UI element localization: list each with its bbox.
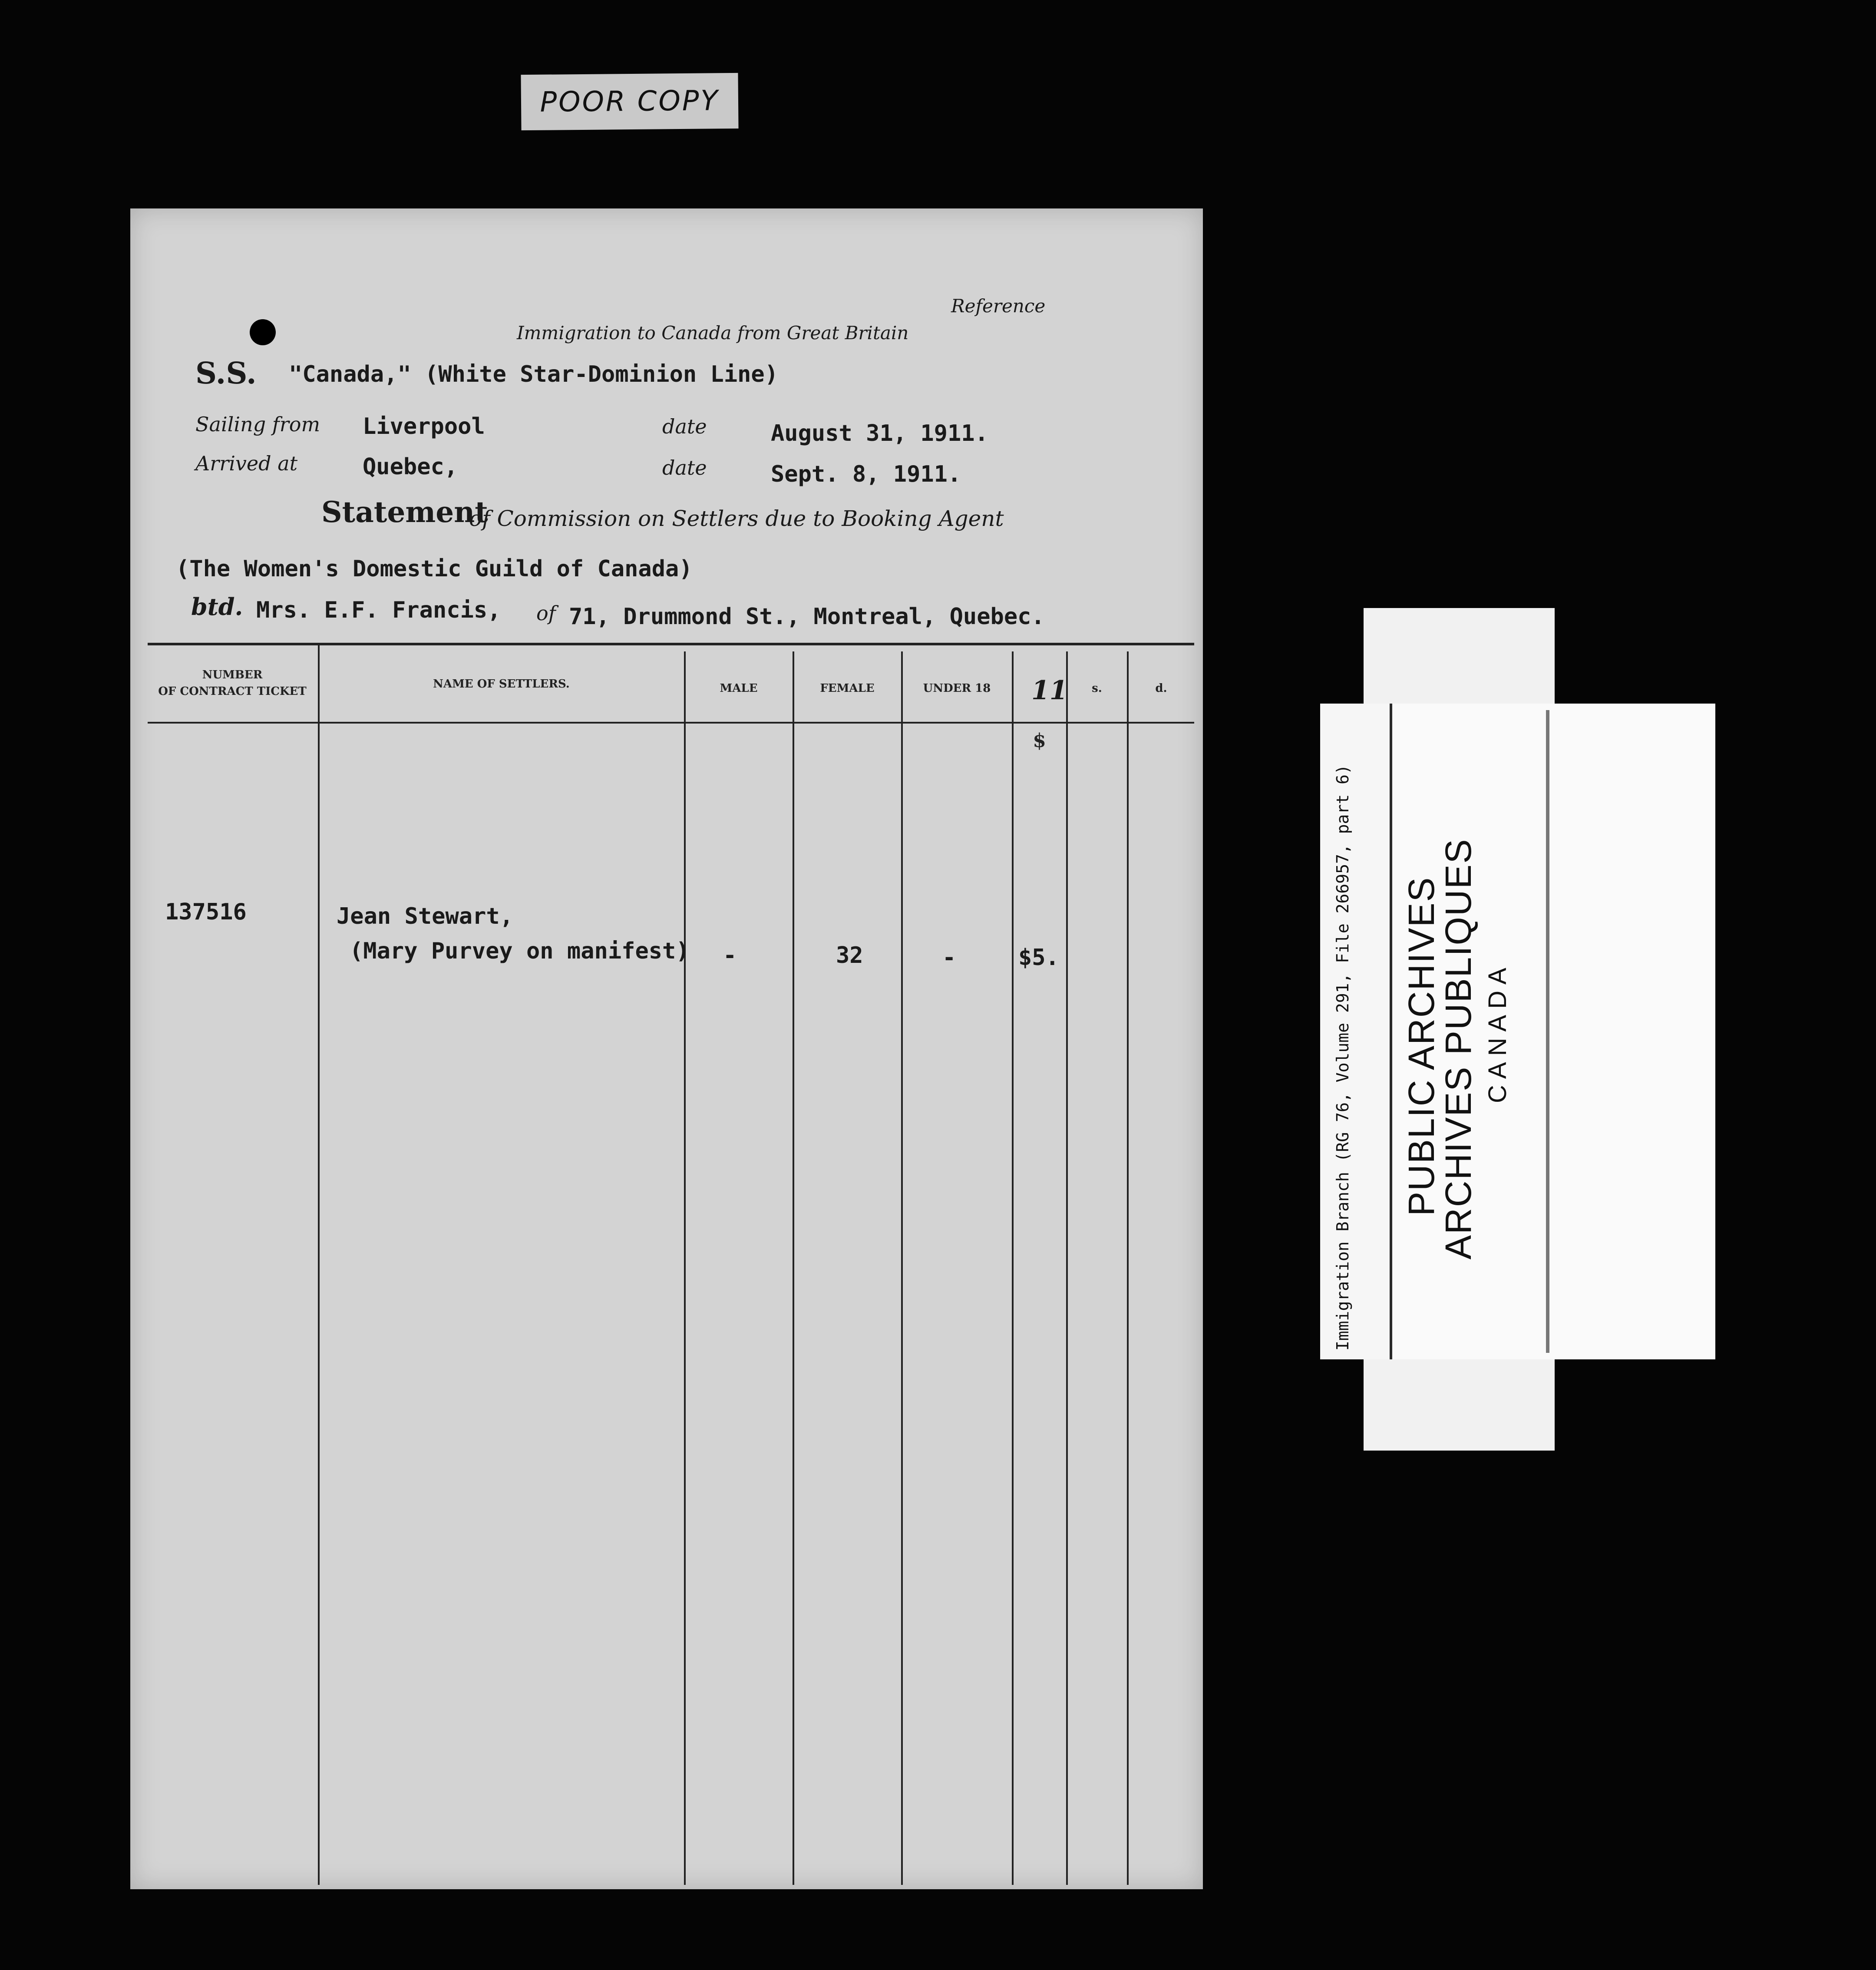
- handwritten-mark: 11: [1031, 675, 1068, 706]
- column-divider-6: [1066, 651, 1068, 1885]
- amount-value: $5.: [1018, 945, 1059, 971]
- arrival-date: Sept. 8, 1911.: [771, 461, 961, 487]
- header-male: MALE: [720, 682, 758, 695]
- sailing-from-value: Liverpool: [363, 413, 485, 440]
- archive-stamp-fold: [1546, 710, 1549, 1353]
- punch-hole: [250, 319, 276, 345]
- column-divider-3: [793, 651, 794, 1885]
- poor-copy-label: POOR COPY: [521, 73, 738, 130]
- agent-prefix: btd.: [191, 593, 243, 621]
- column-divider-4: [901, 651, 903, 1885]
- agent-address: 71, Drummond St., Montreal, Quebec.: [569, 604, 1045, 630]
- under-18-count: -: [942, 945, 956, 971]
- document-title: Immigration to Canada from Great Britain: [517, 322, 909, 344]
- column-divider-7: [1127, 651, 1129, 1885]
- archive-stamp-side-panel: [1320, 704, 1392, 1359]
- header-name: NAME OF SETTLERS.: [433, 678, 570, 691]
- ticket-number: 137516: [165, 899, 247, 925]
- of-label: of: [536, 602, 556, 625]
- agent-organization: (The Women's Domestic Guild of Canada): [176, 556, 693, 582]
- sailing-from-label: Sailing from: [195, 413, 320, 436]
- header-s: s.: [1092, 682, 1102, 695]
- arrived-at-label: Arrived at: [195, 452, 298, 475]
- table-header-rule: [148, 722, 1194, 724]
- document-page: [130, 208, 1203, 1889]
- ship-name: "Canada," (White Star-Dominion Line): [289, 361, 779, 387]
- header-female: FEMALE: [820, 682, 875, 695]
- date-label-1: date: [662, 415, 707, 438]
- ss-label: S.S.: [195, 356, 257, 391]
- arrived-at-value: Quebec,: [363, 454, 458, 480]
- stamp-line-1: PUBLIC ARCHIVES: [1401, 876, 1442, 1216]
- column-divider-5: [1012, 651, 1014, 1885]
- table-top-rule: [148, 643, 1194, 645]
- header-ticket: NUMBER OF CONTRACT TICKET: [158, 668, 307, 698]
- reference-label: Reference: [951, 295, 1046, 317]
- date-label-2: date: [662, 456, 707, 479]
- sailing-date: August 31, 1911.: [771, 420, 988, 446]
- statement-subheading: of Commission on Settlers due to Booking Agent: [469, 506, 1004, 531]
- statement-heading: Statement: [321, 495, 488, 529]
- male-count: -: [723, 942, 737, 968]
- column-divider-1: [318, 643, 320, 1885]
- settler-manifest-name: (Mary Purvey on manifest): [350, 938, 690, 964]
- settler-name: Jean Stewart,: [337, 903, 513, 929]
- stamp-line-3: CANADA: [1483, 962, 1512, 1103]
- agent-name: Mrs. E.F. Francis,: [256, 597, 501, 623]
- header-d: d.: [1155, 682, 1167, 695]
- stamp-line-2: ARCHIVES PUBLIQUES: [1438, 838, 1479, 1259]
- female-value: 32: [836, 942, 863, 968]
- column-divider-2: [684, 651, 686, 1885]
- header-under-18: UNDER 18: [923, 682, 991, 695]
- stamp-side-text: Immigration Branch (RG 76, Volume 291, File 266957, part 6): [1333, 764, 1352, 1351]
- header-amount: $: [1033, 730, 1046, 752]
